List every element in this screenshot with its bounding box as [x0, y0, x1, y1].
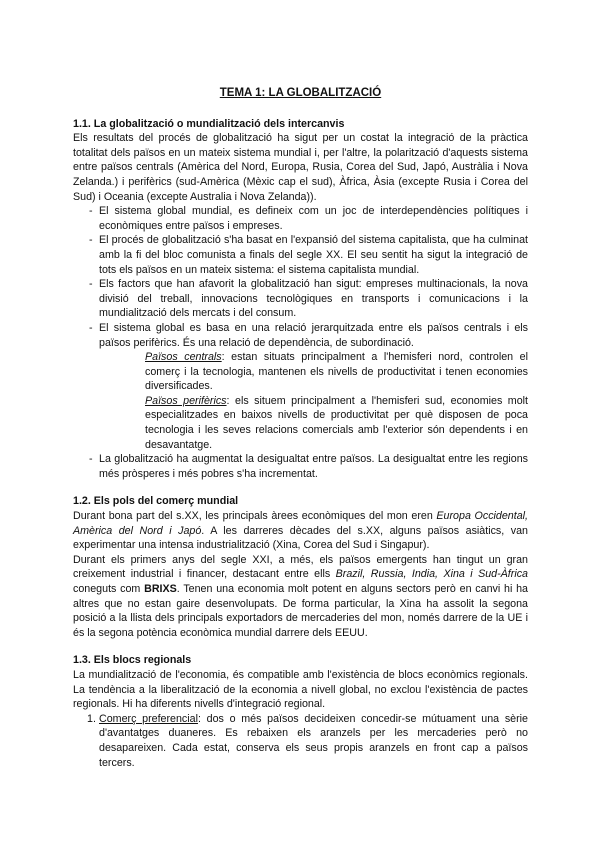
list-item [73, 712, 528, 770]
list-item: - La globalització ha augmentat la desigualtat entre països. La desigualtat entre les regions més pròsperes i més pobres s'ha incrementat. [73, 452, 528, 481]
text-run: . Tenen una economia molt potent en alguns sectors però en canvi hi ha altres que no estan gaire desenvolupats. De forma particular, la Xina ha assolit la segona posició a la llista dels principals exportadors de mercaderies del mon, només darrere de la UE i és la segona potència econòmica mundial darrere dels EEUU. [73, 583, 528, 639]
text-run: Durant els primers anys del segle XXI, a més, els països emergents han tingut un gran creixement industrial i financer, destacant entre ells [73, 553, 528, 581]
central-countries-paragraph [99, 350, 528, 394]
text-run: . A les darreres dècades del s.XX, alguns països asiàtics, van experimentar una intensa industrialització (Xina, Corea del Sud i Singapur). [73, 524, 528, 552]
peripheral-countries-paragraph [99, 394, 528, 452]
central-countries-text: : estan situats principalment a l'hemisferi nord, controlen el comerç i la tecnologia, mantenen els nivells de productivitat i tenen economies diversificades. [145, 351, 528, 393]
list-number: 1. [87, 712, 96, 725]
section-1-1-intro: Els resultats del procés de globalització ha sigut per un costat la integració de la pràctica totalitat dels països en un mateix sistema mundial i, per l'altre, la polarització d'aquests sistema entre països centrals (Amèrica del Nord, Europa, Rusia, Corea del Sud, Japó, Austràlia i Nova Zelanda.) i perifèrics (sud-Amèrica (Mèxic cap el sud), Àfrica, Àsia (excepte Rusia i Corea del Sud) i Oceania (excepte Australia i Nova Zelanda)). [73, 132, 528, 203]
section-1-1-list [73, 204, 528, 481]
text-run: Durant bona part del s.XX, les principals àrees econòmiques del mon eren [73, 510, 437, 523]
list-item-term: Comerç preferencial [99, 712, 198, 725]
list-item-text: : dos o més països decideixen concedir-se mútuament una sèrie d'avantatges duaneres. Es rebaixen els aranzels per les mercaderies però no desapareixen. Cada estat, conserva els seus propis aranzels en front cap a països tercers. [99, 712, 528, 769]
list-item-text: El sistema global es basa en una relació jerarquitzada entre els països centrals i els països perifèrics. És una relació de dependència, de subordinació. [99, 321, 528, 349]
section-heading-1-1: 1.1. La globalització o mundialització dels intercanvis [73, 117, 345, 130]
integration-levels-list [73, 712, 528, 770]
section-1-3 [73, 653, 528, 770]
peripheral-countries-term: Països perifèrics [145, 394, 227, 407]
bold-run: BRIXS [144, 583, 177, 595]
list-item: - El procés de globalització s'ha basat en l'expansió del sistema capitalista, que ha culminat amb la fi del bloc comunista a finals del segle XX. El seu sentit ha sigut la integració de tots els països en un mateix sistema: el sistema capitalista mundial. [73, 233, 528, 277]
section-heading-1-3: 1.3. Els blocs regionals [73, 654, 192, 667]
text-run: coneguts com [73, 583, 145, 595]
list-item: - Els factors que han afavorit la globalització han sigut: empreses multinacionals, la nova divisió del treball, innovacions tecnològiques en transports i comunicacions i la mundialització dels mercats i del consum. [73, 277, 528, 321]
central-countries-term: Països centrals [145, 351, 222, 364]
list-item [73, 321, 528, 452]
section-1-2-paragraph-1 [73, 509, 528, 553]
section-heading-1-2: 1.2. Els pols del comerç mundial [73, 495, 239, 508]
section-1-2-paragraph-2 [73, 553, 528, 641]
peripheral-countries-text: : els situem principalment a l'hemisferi sud, economies molt especialitzades en baixos nivells de productivitat per què disposen de poca tecnologia i les seves relacions comercials amb l'exterior són dependents i en desavantatge. [145, 394, 528, 451]
section-1-2 [73, 494, 528, 640]
section-1-3-paragraph: La mundialització de l'economia, és compatible amb l'existència de blocs econòmics regionals. La tendència a la liberalització de la economia a nivell global, no exclou l'existència de pactes regionals. Hi ha diferents nivells d'integració regional. [73, 668, 528, 711]
document-title: TEMA 1: LA GLOBALITZACIÓ [219, 87, 382, 99]
document-page [73, 86, 528, 770]
list-item: - El sistema global mundial, es defineix com un joc de interdependències polítiques i econòmiques entre països i empreses. [73, 204, 528, 233]
italic-run: Brazil, Russia, India, Xina i Sud-Àfrica [335, 568, 529, 581]
italic-run: Europa Occidental, Amèrica del Nord i Japó [73, 510, 528, 537]
